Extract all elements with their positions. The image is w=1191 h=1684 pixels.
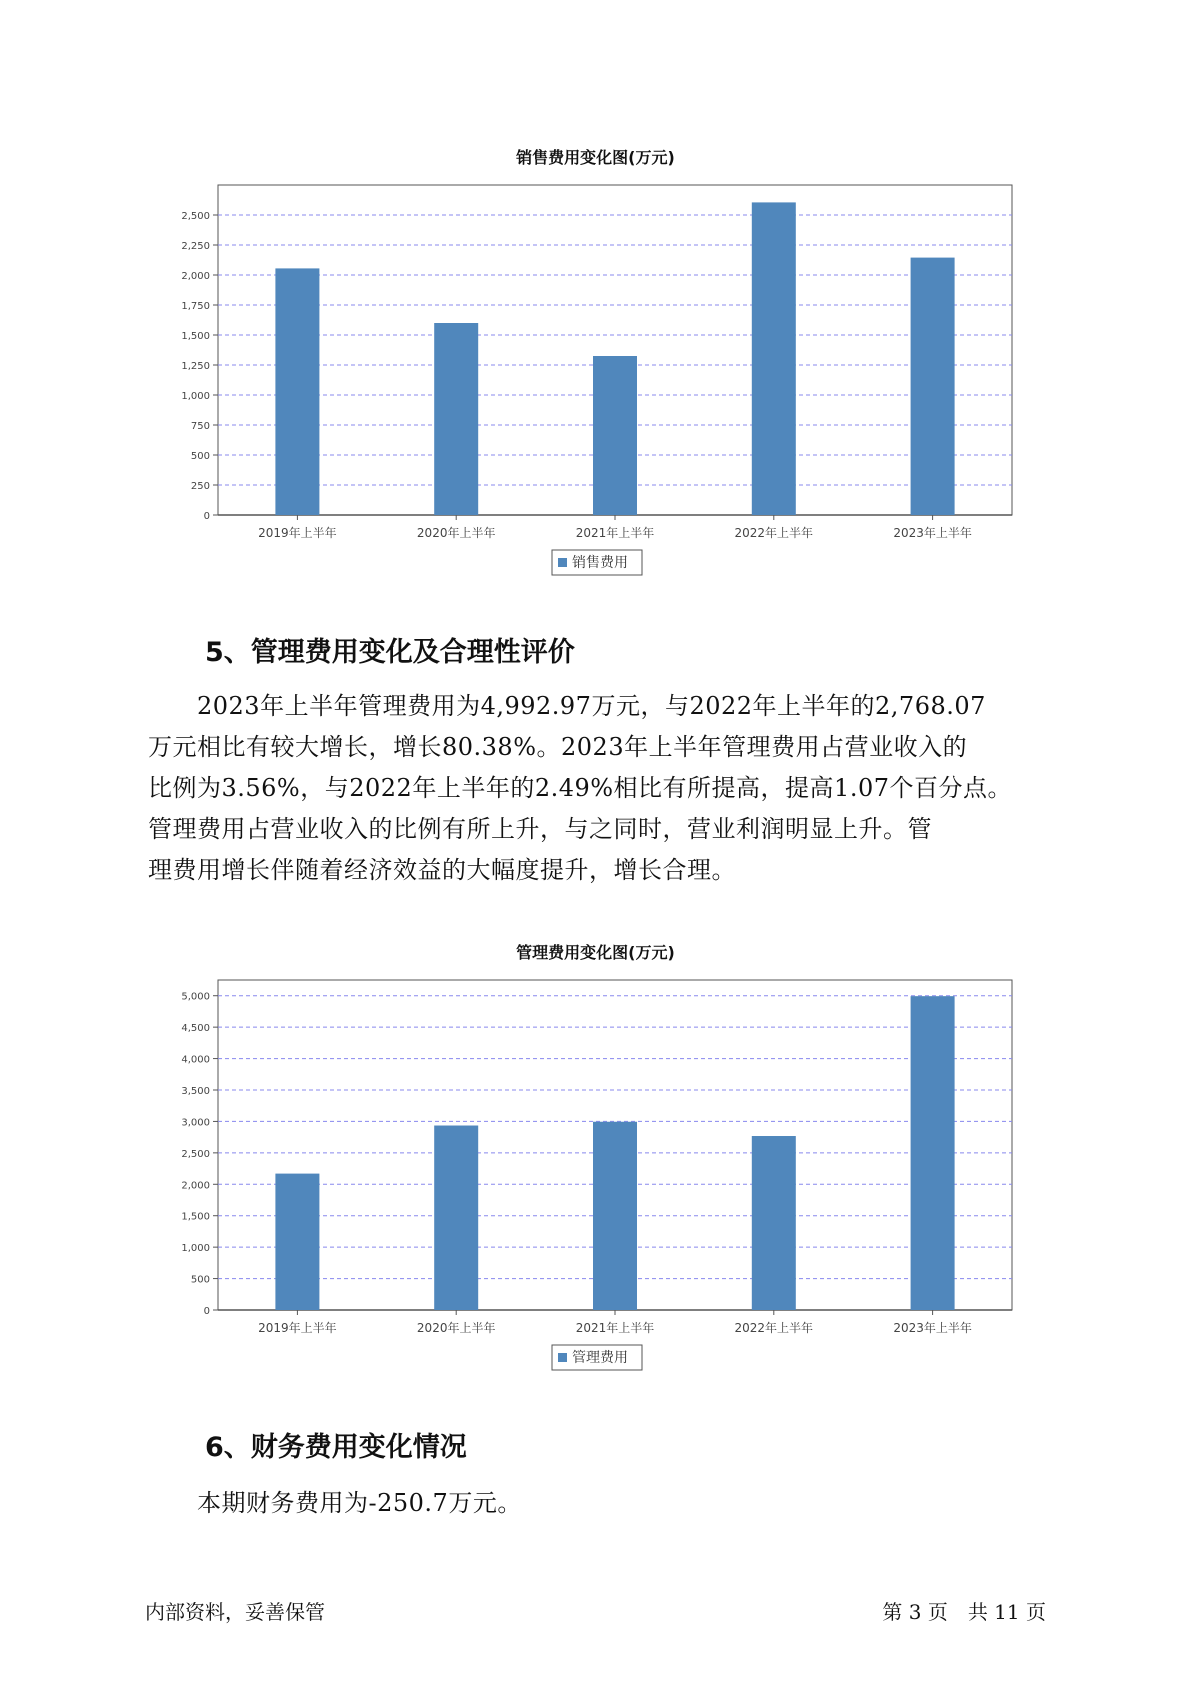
sales-y-tick-label: 2,250 bbox=[181, 241, 210, 252]
admin-bar bbox=[434, 1126, 478, 1310]
sales-bar bbox=[434, 323, 478, 515]
admin-bar bbox=[911, 996, 955, 1310]
sales-y-tick-label: 750 bbox=[190, 421, 210, 432]
admin-x-tick-label: 2019年上半年 bbox=[258, 1321, 337, 1335]
admin-y-tick-label: 0 bbox=[203, 1306, 210, 1317]
section-6-line-1: 本期财务费用为-250.7万元。 bbox=[148, 1489, 522, 1517]
sales-x-tick-label: 2019年上半年 bbox=[258, 526, 337, 540]
admin-y-tick-label: 1,000 bbox=[181, 1243, 210, 1255]
admin-y-tick-label: 3,500 bbox=[181, 1086, 210, 1097]
section-5-line-4: 管理费用占营业收入的比例有所上升，与之同时，营业利润明显上升。管 bbox=[148, 815, 932, 843]
sales-y-tick-label: 2,500 bbox=[181, 211, 210, 222]
section-5-heading: 5、管理费用变化及合理性评价 bbox=[205, 637, 575, 668]
section-6-paragraph bbox=[148, 1483, 1048, 1524]
sales-chart-title: 销售费用变化图(万元) bbox=[516, 148, 675, 167]
admin-bar bbox=[275, 1174, 319, 1310]
admin-x-tick-label: 2020年上半年 bbox=[416, 1321, 496, 1335]
sales-x-tick-label: 2021年上半年 bbox=[575, 526, 655, 540]
admin-y-tick-label: 3,000 bbox=[181, 1117, 210, 1129]
sales-y-tick-label: 0 bbox=[203, 511, 210, 522]
admin-expense-chart bbox=[0, 965, 1191, 1405]
sales-legend-label: 销售费用 bbox=[572, 555, 628, 571]
sales-y-tick-label: 500 bbox=[190, 451, 210, 462]
admin-y-tick-label: 4,500 bbox=[181, 1023, 210, 1035]
admin-x-tick-label: 2021年上半年 bbox=[575, 1321, 655, 1335]
section-5-line-2: 万元相比有较大增长，增长80.38%。2023年上半年管理费用占营业收入的 bbox=[148, 733, 968, 761]
sales-bar bbox=[752, 202, 796, 515]
section-5-line-5: 理费用增长伴随着经济效益的大幅度提升，增长合理。 bbox=[148, 856, 736, 884]
sales-bar bbox=[275, 268, 319, 515]
sales-bar bbox=[911, 258, 955, 515]
admin-legend-swatch bbox=[558, 1353, 567, 1362]
admin-legend-label: 管理费用 bbox=[572, 1350, 628, 1366]
sales-y-tick-label: 2,000 bbox=[181, 271, 210, 282]
sales-bar bbox=[593, 356, 637, 515]
sales-y-tick-label: 1,750 bbox=[181, 301, 210, 312]
sales-x-tick-label: 2022年上半年 bbox=[734, 526, 814, 540]
admin-y-tick-label: 500 bbox=[190, 1274, 210, 1286]
admin-y-tick-label: 5,000 bbox=[181, 991, 210, 1003]
admin-bar bbox=[752, 1136, 796, 1310]
admin-chart-title: 管理费用变化图(万元) bbox=[516, 943, 675, 962]
section-6-heading: 6、财务费用变化情况 bbox=[205, 1432, 467, 1463]
sales-y-tick-label: 1,000 bbox=[181, 391, 210, 402]
admin-y-tick-label: 2,500 bbox=[181, 1148, 210, 1160]
section-5-line-3: 比例为3.56%，与2022年上半年的2.49%相比有所提高，提高1.07个百分点。 bbox=[148, 774, 1012, 802]
admin-y-tick-label: 4,000 bbox=[181, 1054, 210, 1066]
admin-x-tick-label: 2022年上半年 bbox=[734, 1321, 814, 1335]
admin-x-tick-label: 2023年上半年 bbox=[893, 1321, 972, 1335]
sales-y-tick-label: 1,250 bbox=[181, 361, 210, 372]
section-5-paragraph bbox=[148, 686, 1048, 891]
footer-confidential-note: 内部资料，妥善保管 bbox=[145, 1600, 325, 1624]
admin-bar bbox=[593, 1122, 637, 1310]
footer-page-number: 第 3 页 共 11 页 bbox=[882, 1600, 1046, 1624]
admin-y-tick-label: 1,500 bbox=[181, 1211, 210, 1223]
sales-legend-swatch bbox=[558, 558, 567, 567]
sales-x-tick-label: 2020年上半年 bbox=[416, 526, 496, 540]
admin-y-tick-label: 2,000 bbox=[181, 1180, 210, 1192]
section-5-line-1: 2023年上半年管理费用为4,992.97万元，与2022年上半年的2,768.07 bbox=[148, 692, 986, 720]
sales-y-tick-label: 1,500 bbox=[181, 331, 210, 342]
sales-y-tick-label: 250 bbox=[190, 481, 210, 492]
sales-expense-chart bbox=[0, 170, 1191, 610]
sales-x-tick-label: 2023年上半年 bbox=[893, 526, 972, 540]
